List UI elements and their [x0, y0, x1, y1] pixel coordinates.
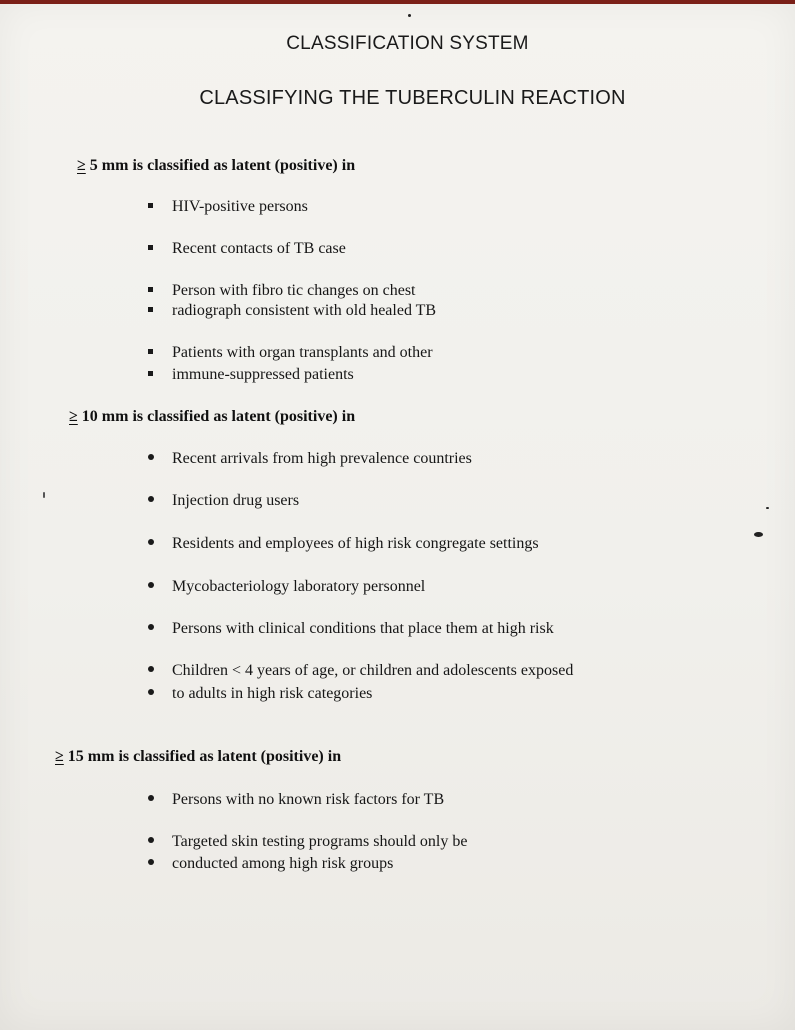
round-bullet-icon [146, 620, 172, 636]
section-heading-5mm [77, 157, 355, 175]
section-heading-text: 5 mm is classified as latent (positive) in [85, 157, 356, 174]
list-item [146, 620, 554, 638]
greater-equal-symbol: ≥ [55, 748, 64, 765]
greater-equal-symbol: ≥ [69, 408, 78, 425]
list-item-text: Persons with clinical conditions that place them at high risk [172, 620, 554, 637]
round-bullet-icon [146, 492, 172, 508]
list-item-text: Persons with no known risk factors for TB [172, 791, 445, 808]
list-item [146, 791, 444, 809]
square-bullet-icon [146, 344, 172, 360]
list-item [146, 855, 393, 873]
paper-speck [766, 507, 769, 509]
round-bullet-icon [146, 685, 172, 701]
list-item [146, 685, 372, 703]
list-item [146, 282, 416, 300]
list-item-text: radiograph consistent with old healed TB [172, 302, 437, 319]
page-top-edge [0, 0, 795, 4]
list-item [146, 450, 472, 468]
document-subtitle: CLASSIFYING THE TUBERCULIN REACTION [199, 87, 626, 109]
square-bullet-icon [146, 282, 172, 298]
list-item-text: Recent contacts of TB case [172, 240, 346, 257]
list-item-text: Children < 4 years of age, or children and adolescents exposed [172, 662, 574, 679]
round-bullet-icon [146, 855, 172, 871]
list-item [146, 535, 539, 553]
paper-speck [43, 492, 45, 498]
paper-speck [754, 532, 763, 537]
list-item-text: Injection drug users [172, 492, 300, 509]
round-bullet-icon [146, 662, 172, 678]
paper-speck [408, 14, 411, 17]
list-item-text: Patients with organ transplants and other [172, 344, 433, 361]
list-item [146, 344, 433, 362]
round-bullet-icon [146, 791, 172, 807]
list-item [146, 833, 467, 851]
list-item-text: Mycobacteriology laboratory personnel [172, 578, 426, 595]
section-heading-10mm [69, 408, 355, 426]
round-bullet-icon [146, 578, 172, 594]
square-bullet-icon [146, 198, 172, 214]
list-item-text: conducted among high risk groups [172, 855, 394, 872]
greater-equal-symbol: ≥ [77, 157, 86, 174]
round-bullet-icon [146, 450, 172, 466]
list-item [146, 198, 308, 216]
list-item-text: Residents and employees of high risk congregate settings [172, 535, 539, 552]
list-item-text: Recent arrivals from high prevalence countries [172, 450, 472, 467]
square-bullet-icon [146, 240, 172, 256]
round-bullet-icon [146, 535, 172, 551]
list-item-text: to adults in high risk categories [172, 685, 373, 702]
list-item [146, 240, 346, 258]
list-item [146, 662, 573, 680]
list-item-text: HIV-positive persons [172, 198, 308, 215]
list-item-text: immune-suppressed patients [172, 366, 354, 383]
section-heading-15mm [55, 748, 341, 766]
list-item-text: Targeted skin testing programs should only be [172, 833, 468, 850]
document-title: CLASSIFICATION SYSTEM [286, 33, 529, 54]
square-bullet-icon [146, 366, 172, 382]
square-bullet-icon [146, 302, 172, 318]
list-item [146, 366, 354, 384]
list-item [146, 578, 425, 596]
list-item [146, 302, 436, 320]
section-heading-text: 15 mm is classified as latent (positive) in [63, 748, 342, 765]
list-item-text: Person with fibro tic changes on chest [172, 282, 416, 299]
section-heading-text: 10 mm is classified as latent (positive) in [77, 408, 356, 425]
list-item [146, 492, 299, 510]
round-bullet-icon [146, 833, 172, 849]
